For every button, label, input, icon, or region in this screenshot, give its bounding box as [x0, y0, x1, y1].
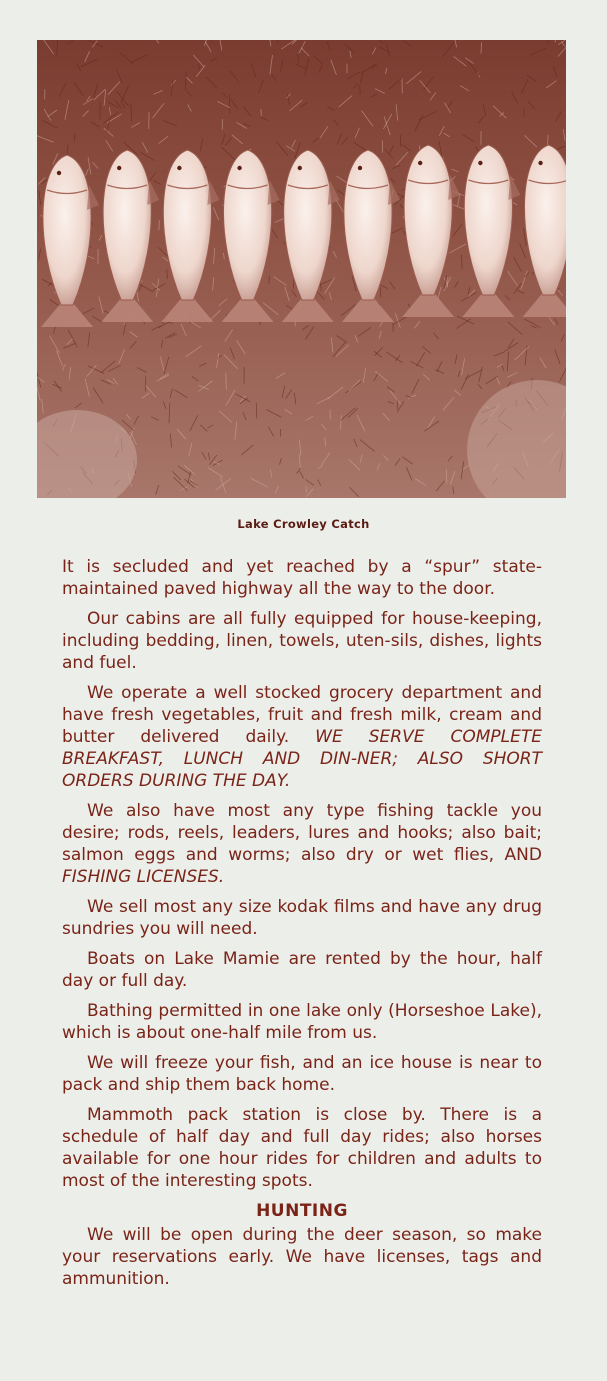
paragraph-pack-station: Mammoth pack station is close by. There is a schedule of half day and full day rides; also horses available for one hour rides for children and adults to most of the interesting spots. — [62, 1105, 542, 1191]
fish-photo — [37, 40, 566, 498]
body-text — [62, 556, 542, 1298]
paragraph-location: It is secluded and yet reached by a “spur” state-maintained paved highway all the way to the door. — [62, 557, 542, 599]
fish-catch-image — [37, 40, 566, 498]
photo-caption: Lake Crowley Catch — [237, 517, 370, 531]
paragraph-freeze: We will freeze your fish, and an ice house is near to pack and ship them back home. — [62, 1053, 542, 1095]
paragraph-films: We sell most any size kodak films and have any drug sundries you will need. — [62, 897, 542, 939]
meals-emphasis: WE SERVE COMPLETE BREAKFAST, LUNCH AND DIN-NER; ALSO SHORT ORDERS DURING THE DAY. — [62, 727, 542, 791]
paragraph-hunting: We will be open during the deer season, so make your reservations early. We have licenses, tags and ammunition. — [62, 1225, 542, 1289]
tackle-text: We also have most any type fishing tackle you desire; rods, reels, leaders, lures and hooks; also bait; salmon eggs and worms; also dry or wet flies, AND — [62, 801, 542, 865]
licenses-emphasis: FISHING LICENSES. — [62, 867, 225, 887]
paragraph-tackle — [62, 800, 542, 888]
paragraph-boats: Boats on Lake Mamie are rented by the hour, half day or full day. — [62, 949, 542, 991]
paragraph-grocery — [62, 682, 542, 792]
paragraph-bathing: Bathing permitted in one lake only (Horseshoe Lake), which is about one-half mile from us. — [62, 1001, 542, 1043]
grocery-text: We operate a well stocked grocery department and have fresh vegetables, fruit and fresh milk, cream and butter delivered daily. — [62, 683, 542, 747]
hunting-heading: HUNTING — [256, 1201, 348, 1221]
paragraph-cabins: Our cabins are all fully equipped for house-keeping, including bedding, linen, towels, uten-sils, dishes, lights and fuel. — [62, 609, 542, 673]
